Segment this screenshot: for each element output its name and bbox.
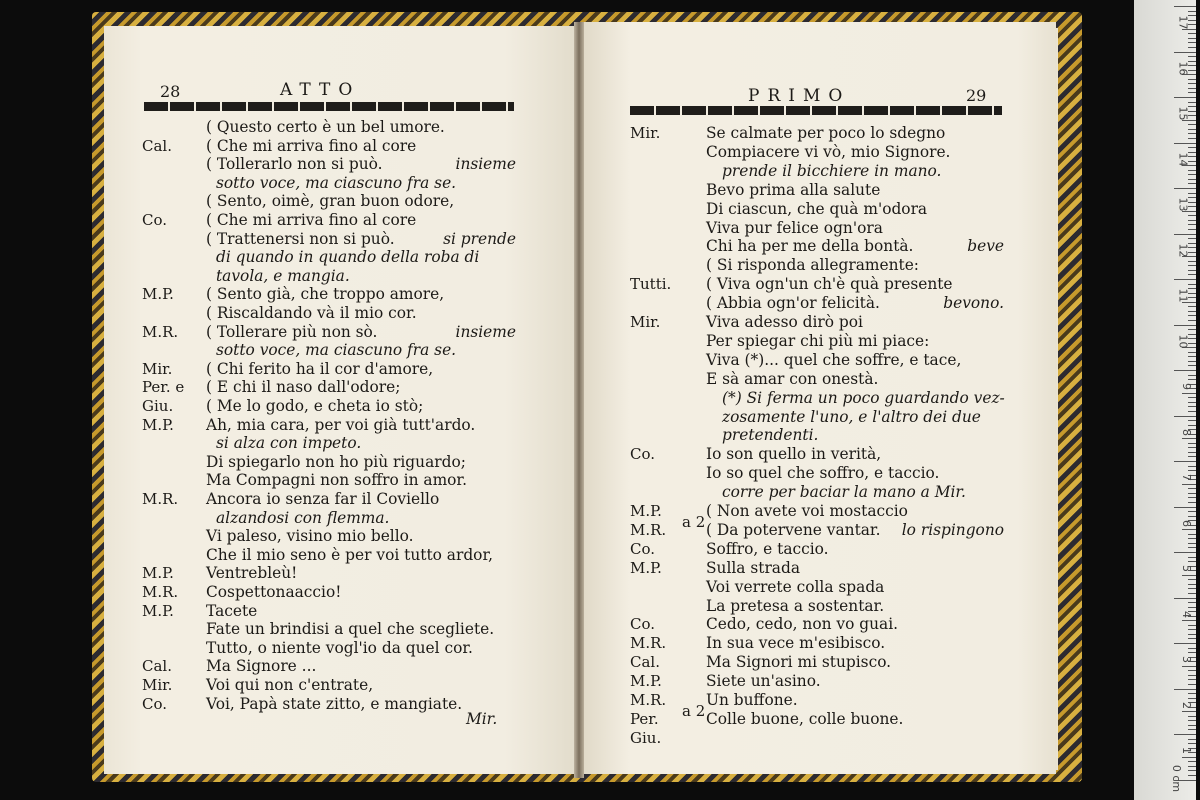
ruler-tick	[1182, 484, 1196, 485]
verse-line: Tacete	[206, 601, 258, 620]
ruler-number: 3	[1180, 656, 1193, 663]
ruler-tick	[1188, 215, 1196, 216]
verse-line: ( Tollerare più non sò.	[206, 322, 378, 341]
ruler-number: 6	[1180, 519, 1193, 527]
ruler-tick	[1188, 129, 1196, 130]
ruler-tick	[1188, 511, 1196, 512]
ruler-tick	[1174, 188, 1196, 189]
ruler-tick	[1174, 97, 1196, 98]
ruler-tick	[1188, 607, 1196, 608]
ruler-tick	[1174, 325, 1196, 326]
speaker-label: M.P.	[630, 502, 662, 520]
speaker-label: Giu.	[142, 397, 174, 415]
ruler-tick	[1188, 502, 1196, 503]
ruler-tick	[1174, 279, 1196, 280]
ruler-tick	[1188, 92, 1196, 93]
ruler-tick	[1188, 693, 1196, 694]
ruler-tick	[1188, 311, 1196, 312]
stage-direction: zosamente l'uno, e l'altro dei due	[722, 407, 981, 426]
ruler-tick	[1188, 739, 1196, 740]
ruler-number: 14	[1176, 152, 1190, 166]
verse-line: Soffro, e taccio.	[706, 539, 829, 558]
speaker-label: Co.	[142, 211, 168, 229]
verse-line: Chi ha per me della bontà.	[706, 237, 914, 256]
ruler-tick	[1188, 543, 1196, 544]
ruler-tick	[1188, 229, 1196, 230]
stage-direction: sotto voce, ma ciascuno fra se.	[216, 173, 457, 192]
ruler-unit: 0 cm	[1169, 764, 1183, 793]
speaker-label: Cal.	[630, 653, 660, 672]
ruler-tick	[1188, 138, 1196, 139]
verse-line: Voi, Papà state zitto, e mangiate.	[206, 694, 463, 713]
verse-line: Di ciascun, che quà m'odora	[706, 199, 928, 218]
speaker-label: M.R.	[630, 634, 667, 653]
ruler-tick	[1188, 261, 1196, 262]
ruler-tick	[1188, 420, 1196, 421]
ruler-tick	[1182, 438, 1196, 439]
ruler-number: 5	[1180, 565, 1193, 572]
verse-line: Voi qui non c'entrate,	[206, 676, 374, 694]
ruler-tick	[1188, 329, 1196, 330]
verse-line: Siete un'asino.	[706, 672, 821, 691]
verse-line: Ancora io senza far il Coviello	[206, 490, 440, 508]
speaker-label: M.R.	[142, 322, 179, 341]
verse-line: Io so quel che soffro, e taccio.	[706, 464, 940, 483]
speaker-label: M.R.	[142, 490, 179, 508]
verse-line: La pretesa a sostentar.	[706, 596, 885, 615]
ruler-tick	[1188, 720, 1196, 721]
stage-direction: tavola, e mangia.	[216, 266, 350, 285]
ruler-tick	[1188, 497, 1196, 498]
ruler-tick	[1182, 666, 1196, 667]
ruler-tick	[1174, 143, 1196, 144]
ruler-tick	[1188, 561, 1196, 562]
speaker-label: Cal.	[142, 657, 172, 676]
ruler-tick	[1188, 652, 1196, 653]
folio-left: 28	[160, 82, 181, 101]
ruler-tick	[1188, 306, 1196, 307]
ruler-tick	[1188, 220, 1196, 221]
ruler-tick	[1188, 33, 1196, 34]
speaker-label: M.P.	[142, 601, 174, 620]
right-page	[582, 22, 1056, 774]
ruler-tick	[1188, 725, 1196, 726]
ruler-tick	[1188, 133, 1196, 134]
verse-line: ( Che mi arriva fino al core	[206, 211, 417, 229]
ruler-tick	[1188, 538, 1196, 539]
stage-direction: si prende	[443, 229, 516, 248]
verse-line: Per spiegar chi più mi piace:	[706, 331, 930, 350]
speaker-label: Per.	[630, 709, 659, 728]
ruler-tick	[1188, 638, 1196, 639]
ruler-number: 10	[1176, 334, 1190, 348]
speaker-label: Mir.	[630, 313, 661, 331]
ruler-tick	[1188, 625, 1196, 626]
ruler-tick	[1174, 52, 1196, 53]
stage-direction: sotto voce, ma ciascuno fra se.	[216, 341, 457, 360]
ruler-tick	[1188, 79, 1196, 80]
ruler-tick	[1188, 56, 1196, 57]
speaker-label: Co.	[630, 539, 656, 558]
verse-line: In sua vece m'esibisco.	[706, 634, 886, 653]
speaker-label: Co.	[630, 445, 656, 464]
speaker-label: M.P.	[630, 558, 662, 577]
ruler-tick	[1188, 124, 1196, 125]
verse-line: Sulla strada	[706, 558, 801, 577]
verse-line: ( Riscaldando và il mio cor.	[206, 304, 417, 322]
ruler-tick	[1188, 766, 1196, 767]
ruler-tick	[1188, 42, 1196, 43]
ruler-tick	[1188, 470, 1196, 471]
stage-direction: (*) Si ferma un poco guardando vez-	[722, 388, 1005, 407]
stage-direction: di quando in quando della roba di	[216, 248, 480, 267]
verse-line: ( Sento già, che troppo amore,	[206, 285, 445, 304]
ruler-tick	[1188, 179, 1196, 180]
ruler-tick	[1188, 698, 1196, 699]
stage-direction: pretendenti.	[722, 426, 819, 445]
stage-direction: lo rispingono	[901, 520, 1004, 539]
verse-line: ( E chi il naso dall'odore;	[206, 378, 401, 397]
speaker-label: Co.	[630, 615, 656, 634]
ruler-tick	[1174, 416, 1196, 417]
ruler-tick	[1174, 552, 1196, 553]
running-head-right: PRIMO	[748, 86, 851, 106]
verse-line: Ma Signore ...	[206, 657, 317, 676]
ruler-tick	[1188, 183, 1196, 184]
ruler-tick	[1188, 411, 1196, 412]
ruler-tick	[1188, 38, 1196, 39]
speaker-label: Per. e	[142, 378, 185, 397]
speaker-label: Tutti.	[630, 275, 672, 294]
ruler-tick	[1188, 679, 1196, 680]
speaker-label: Cal.	[142, 136, 172, 155]
catchword: Mir.	[466, 710, 498, 728]
verse-line: ( Abbia ogn'or felicità.	[706, 294, 880, 313]
ruler-tick	[1188, 47, 1196, 48]
verse-line: Ma Compagni non soffro in amor.	[206, 471, 467, 490]
ruler-number: 13	[1176, 197, 1190, 212]
ruler-tick	[1188, 406, 1196, 407]
verse-line: Se calmate per poco lo sdegno	[706, 124, 946, 142]
stage-direction: alzandosi con flemma.	[216, 508, 390, 527]
speaker-label: M.P.	[142, 415, 174, 434]
verse-line: Io son quello in verità,	[706, 445, 882, 464]
verse-line: E sà amar con onestà.	[706, 369, 879, 388]
ruler-tick	[1188, 375, 1196, 376]
aside-marker: a 2	[682, 701, 706, 720]
ruler-tick	[1174, 461, 1196, 462]
rule-left	[144, 102, 514, 111]
verse-line: ( Me lo godo, e cheta io stò;	[206, 397, 424, 415]
ruler-tick	[1188, 493, 1196, 494]
running-head-left: ATTO	[280, 80, 361, 100]
ruler-tick	[1188, 315, 1196, 316]
ruler-tick	[1188, 634, 1196, 635]
ruler-tick	[1182, 711, 1196, 712]
verse-line: Fate un brindisi a quel che scegliete.	[206, 620, 495, 639]
ruler-tick	[1188, 447, 1196, 448]
speaker-label: Co.	[142, 694, 168, 713]
ruler-tick	[1174, 643, 1196, 644]
verse-line: ( Chi ferito ha il cor d'amore,	[206, 359, 434, 378]
ruler-tick	[1188, 557, 1196, 558]
ruler-tick	[1188, 629, 1196, 630]
ruler-tick	[1188, 402, 1196, 403]
ruler-number: 15	[1176, 106, 1190, 121]
aside-marker: a 2	[682, 512, 706, 531]
ruler-tick	[1188, 320, 1196, 321]
verse-line: ( Sento, oimè, gran buon odore,	[206, 192, 455, 211]
verse-line: Ventrebleù!	[206, 564, 298, 583]
stage-direction: insieme	[455, 155, 516, 174]
verse-line: Viva pur felice ogn'ora	[706, 218, 883, 237]
ruler-number: 9	[1180, 383, 1193, 390]
ruler-tick	[1188, 648, 1196, 649]
verse-line: Bevo prima alla salute	[706, 180, 881, 199]
ruler-tick	[1188, 761, 1196, 762]
ruler-tick	[1188, 397, 1196, 398]
ruler-number: 11	[1176, 288, 1190, 303]
ruler-tick	[1188, 193, 1196, 194]
ruler-tick	[1174, 6, 1196, 7]
ruler-number: 12	[1176, 243, 1190, 257]
verse-line: Ma Signori mi stupisco.	[706, 653, 892, 672]
verse-line: Viva adesso dirò poi	[706, 313, 863, 331]
ruler-tick	[1188, 11, 1196, 12]
ruler-tick	[1188, 265, 1196, 266]
ruler-tick	[1188, 356, 1196, 357]
rule-right	[630, 106, 1002, 115]
ruler-tick	[1188, 534, 1196, 535]
ruler-tick	[1188, 452, 1196, 453]
ruler-tick	[1188, 456, 1196, 457]
ruler-tick	[1188, 379, 1196, 380]
verse-line: Colle buone, colle buone.	[706, 709, 904, 728]
verse-line: Ah, mia cara, per voi già tutt'ardo.	[206, 415, 476, 434]
ruler-tick	[1188, 743, 1196, 744]
stage-direction: prende il bicchiere in mano.	[722, 161, 942, 180]
ruler-number: 16	[1176, 61, 1190, 75]
ruler-tick	[1182, 393, 1196, 394]
ruler-tick	[1188, 365, 1196, 366]
ruler-tick	[1188, 274, 1196, 275]
ruler-number: 2	[1180, 701, 1193, 709]
stage-direction: corre per baciar la mano a Mir.	[722, 483, 966, 502]
verse-line: Che il mio seno è per voi tutto ardor,	[206, 545, 493, 564]
ruler-number: 8	[1180, 428, 1193, 436]
ruler-tick	[1188, 516, 1196, 517]
ruler-number: 17	[1176, 15, 1190, 30]
ruler-tick	[1174, 507, 1196, 508]
speaker-label: M.R.	[630, 520, 667, 539]
verse-line: ( Questo certo è un bel umore.	[206, 118, 445, 136]
ruler-tick	[1188, 170, 1196, 171]
ruler-tick	[1174, 234, 1196, 235]
stage-direction: si alza con impeto.	[216, 434, 362, 453]
verse-line: ( Si risponda allegramente:	[706, 256, 919, 275]
ruler-tick	[1188, 284, 1196, 285]
ruler-tick	[1188, 238, 1196, 239]
verse-line: Un buffone.	[706, 691, 798, 709]
ruler-tick	[1188, 102, 1196, 103]
verse-line: Cospettonaaccio!	[206, 583, 342, 601]
ruler-tick	[1182, 575, 1196, 576]
speaker-label: Giu.	[630, 728, 662, 747]
ruler-tick	[1188, 147, 1196, 148]
verse-line: ( Trattenersi non si può.	[206, 229, 395, 248]
ruler-tick	[1182, 620, 1196, 621]
stage-direction: insieme	[455, 322, 516, 341]
ruler-tick	[1188, 174, 1196, 175]
ruler-tick	[1188, 593, 1196, 594]
ruler-tick	[1188, 588, 1196, 589]
ruler-tick	[1174, 734, 1196, 735]
ruler-tick	[1188, 602, 1196, 603]
ruler-tick	[1188, 579, 1196, 580]
speaker-label: Mir.	[142, 359, 173, 378]
speaker-label: M.P.	[142, 564, 174, 583]
ruler-number: 7	[1180, 474, 1193, 481]
ruler-tick	[1188, 675, 1196, 676]
ruler-tick	[1188, 270, 1196, 271]
ruler-tick	[1188, 684, 1196, 685]
ruler-tick	[1188, 729, 1196, 730]
ruler-tick	[1188, 361, 1196, 362]
verse-line: Voi verrete colla spada	[706, 577, 885, 596]
ruler-tick	[1188, 775, 1196, 776]
ruler-tick	[1182, 529, 1196, 530]
ruler-number: 1	[1180, 747, 1193, 754]
ruler-tick	[1188, 352, 1196, 353]
ruler-tick	[1174, 598, 1196, 599]
speaker-label: M.P.	[142, 285, 174, 304]
ruler-tick	[1188, 670, 1196, 671]
ruler-tick	[1188, 488, 1196, 489]
speaker-label: Mir.	[142, 676, 173, 694]
speaker-label: Mir.	[630, 124, 661, 142]
verse-line: Viva (*)... quel che soffre, e tace,	[706, 350, 962, 369]
ruler-tick	[1188, 83, 1196, 84]
gutter	[574, 22, 584, 778]
verse-line: ( Non avete voi mostaccio	[706, 502, 908, 520]
ruler-number: 4	[1180, 610, 1193, 618]
verse-line: Di spiegarlo non ho più riguardo;	[206, 452, 466, 471]
verse-line: ( Tollerarlo non si può.	[206, 155, 383, 174]
speaker-label: M.R.	[630, 691, 667, 709]
speaker-label: M.P.	[630, 672, 662, 691]
ruler-tick	[1174, 689, 1196, 690]
ruler-tick	[1188, 88, 1196, 89]
verse-line: Vi paleso, visino mio bello.	[206, 527, 414, 546]
ruler-tick	[1188, 425, 1196, 426]
ruler-tick	[1188, 584, 1196, 585]
verse-line: Tutto, o niente vogl'io da quel cor.	[206, 638, 473, 657]
left-page	[104, 26, 576, 774]
speaker-label: M.R.	[142, 583, 179, 601]
ruler-tick	[1188, 770, 1196, 771]
ruler-tick	[1188, 224, 1196, 225]
ruler-tick	[1188, 716, 1196, 717]
ruler-tick	[1188, 466, 1196, 467]
ruler-tick	[1174, 370, 1196, 371]
ruler-tick	[1182, 757, 1196, 758]
verse-line: Compiacere vi vò, mio Signore.	[706, 142, 951, 161]
ruler-tick	[1188, 443, 1196, 444]
stage-direction: bevono.	[943, 294, 1004, 313]
verse-line: ( Viva ogn'un ch'è quà presente	[706, 275, 953, 294]
folio-right: 29	[966, 86, 987, 105]
verse-line: ( Da potervene vantar.	[706, 520, 881, 539]
verse-line: Cedo, cedo, non vo guai.	[706, 615, 899, 634]
ruler-tick	[1188, 547, 1196, 548]
measuring-ruler	[1134, 0, 1196, 800]
verse-line: ( Che mi arriva fino al core	[206, 136, 417, 155]
stage-direction: beve	[967, 237, 1004, 256]
